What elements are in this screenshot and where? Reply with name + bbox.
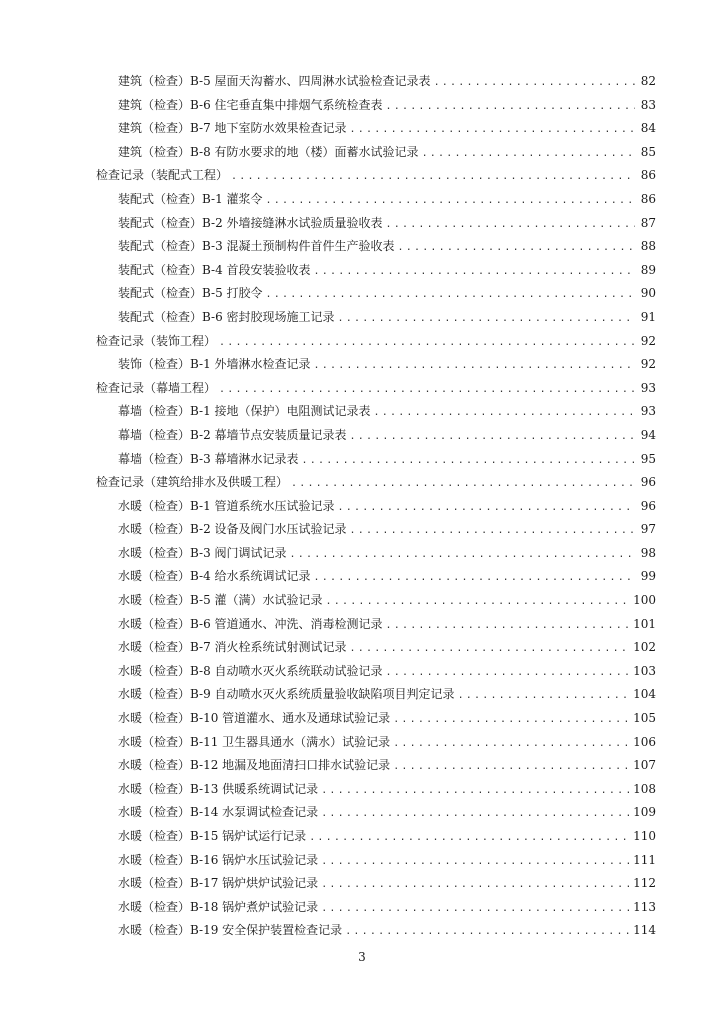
toc-entry-title: 水暖（检查）B-18 锅炉煮炉试验记录 [118, 899, 319, 914]
toc-entry[interactable] [96, 70, 656, 94]
toc-entry[interactable] [96, 754, 656, 778]
toc-leader-dots [393, 732, 630, 756]
toc-entry[interactable] [96, 424, 656, 448]
table-of-contents [96, 70, 656, 943]
toc-entry-page: 104 [633, 687, 656, 702]
toc-entry[interactable] [96, 542, 656, 566]
toc-leader-dots [393, 708, 630, 732]
toc-leader-dots [231, 165, 635, 189]
toc-entry-title: 水暖（检查）B-7 消火栓系统试射测试记录 [118, 640, 347, 655]
toc-entry-title: 水暖（检查）B-3 阀门调试记录 [118, 545, 287, 560]
toc-entry-title: 幕墙（检查）B-1 接地（保护）电阻测试记录表 [118, 404, 371, 419]
toc-entry-title: 水暖（检查）B-16 锅炉水压试验记录 [118, 852, 319, 867]
toc-leader-dots [291, 472, 635, 496]
toc-entry-title: 装饰（检查）B-1 外墙淋水检查记录 [118, 357, 311, 372]
toc-leader-dots [290, 543, 635, 567]
toc-entry[interactable] [96, 141, 656, 165]
toc-entry-page: 112 [633, 876, 656, 891]
toc-entry-title: 检查记录（装饰工程） [96, 333, 217, 348]
toc-entry[interactable] [96, 636, 656, 660]
toc-entry[interactable] [96, 707, 656, 731]
toc-leader-dots [422, 142, 635, 166]
toc-entry-title: 水暖（检查）B-8 自动喷水灭火系统联动试验记录 [118, 663, 383, 678]
toc-entry-title: 水暖（检查）B-10 管道灌水、通水及通球试验记录 [118, 711, 391, 726]
toc-entry-page: 100 [633, 593, 656, 608]
toc-section-entry[interactable] [96, 377, 656, 401]
toc-leader-dots [350, 519, 635, 543]
toc-leader-dots [345, 920, 630, 944]
toc-entry-title: 装配式（检查）B-6 密封胶现场施工记录 [118, 309, 335, 324]
toc-leader-dots [266, 189, 635, 213]
toc-entry-page: 86 [640, 191, 656, 206]
toc-entry-title: 建筑（检查）B-6 住宅垂直集中排烟气系统检查表 [118, 97, 383, 112]
toc-entry-page: 91 [640, 309, 656, 324]
toc-entry-page: 109 [633, 805, 656, 820]
toc-leader-dots [393, 755, 630, 779]
toc-leader-dots [302, 449, 635, 473]
toc-entry-title: 幕墙（检查）B-3 幕墙淋水记录表 [118, 451, 299, 466]
toc-leader-dots [314, 354, 635, 378]
toc-entry-title: 检查记录（装配式工程） [96, 168, 229, 183]
toc-entry[interactable] [96, 778, 656, 802]
toc-entry[interactable] [96, 731, 656, 755]
toc-entry[interactable] [96, 683, 656, 707]
toc-section-entry[interactable] [96, 164, 656, 188]
toc-section-entry[interactable] [96, 471, 656, 495]
toc-entry-title: 检查记录（幕墙工程） [96, 380, 217, 395]
toc-entry-title: 装配式（检查）B-1 灌浆令 [118, 191, 263, 206]
toc-entry[interactable] [96, 801, 656, 825]
toc-leader-dots [321, 873, 630, 897]
toc-entry[interactable] [96, 589, 656, 613]
toc-entry-title: 建筑（检查）B-7 地下室防水效果检查记录 [118, 121, 347, 136]
toc-leader-dots [321, 897, 630, 921]
toc-entry-title: 水暖（检查）B-17 锅炉烘炉试验记录 [118, 876, 319, 891]
toc-entry-title: 检查记录（建筑给排水及供暖工程） [96, 475, 289, 490]
toc-entry[interactable] [96, 495, 656, 519]
toc-leader-dots [326, 590, 631, 614]
toc-entry-page: 89 [640, 262, 656, 277]
toc-entry-page: 101 [633, 616, 656, 631]
toc-entry[interactable] [96, 282, 656, 306]
toc-entry-title: 建筑（检查）B-5 屋面天沟蓄水、四周淋水试验检查记录表 [118, 74, 431, 88]
toc-entry[interactable] [96, 518, 656, 542]
toc-entry-page: 88 [640, 239, 656, 254]
toc-entry-page: 95 [640, 451, 656, 466]
toc-leader-dots [386, 614, 631, 638]
toc-entry-page: 85 [640, 144, 656, 159]
toc-entry-title: 装配式（检查）B-3 混凝土预制构件首件生产验收表 [118, 239, 395, 254]
toc-entry-page: 103 [633, 663, 656, 678]
toc-entry-page: 108 [633, 781, 656, 796]
toc-leader-dots [350, 118, 635, 142]
toc-entry[interactable] [96, 565, 656, 589]
toc-leader-dots [219, 331, 635, 355]
toc-leader-dots [350, 637, 631, 661]
toc-leader-dots [314, 260, 635, 284]
toc-entry-page: 113 [633, 899, 656, 914]
toc-entry-page: 102 [633, 640, 656, 655]
toc-entry-title: 装配式（检查）B-4 首段安装验收表 [118, 262, 311, 277]
toc-entry[interactable] [96, 353, 656, 377]
toc-entry[interactable] [96, 896, 656, 920]
toc-entry[interactable] [96, 872, 656, 896]
toc-entry[interactable] [96, 306, 656, 330]
toc-entry[interactable] [96, 825, 656, 849]
toc-entry-page: 110 [633, 829, 656, 843]
toc-entry-title: 水暖（检查）B-4 给水系统调试记录 [118, 569, 311, 584]
toc-leader-dots [321, 802, 630, 826]
page-number: 3 [358, 950, 366, 964]
toc-leader-dots [309, 826, 630, 850]
toc-entry-page: 114 [633, 923, 656, 938]
toc-leader-dots [338, 496, 635, 520]
toc-entry-title: 水暖（检查）B-6 管道通水、冲洗、消毒检测记录 [118, 616, 383, 631]
toc-entry[interactable] [96, 94, 656, 118]
toc-entry-page: 96 [640, 475, 656, 490]
toc-entry-title: 水暖（检查）B-2 设备及阀门水压试验记录 [118, 522, 347, 537]
toc-entry-title: 水暖（检查）B-19 安全保护装置检查记录 [118, 923, 343, 938]
toc-entry-page: 83 [640, 97, 656, 112]
toc-entry-page: 111 [633, 852, 656, 867]
toc-entry-title: 建筑（检查）B-8 有防水要求的地（楼）面蓄水试验记录 [118, 144, 419, 159]
toc-leader-dots [386, 661, 631, 685]
toc-entry-page: 82 [640, 74, 656, 88]
toc-entry-title: 装配式（检查）B-2 外墙接缝淋水试验质量验收表 [118, 215, 383, 230]
toc-entry[interactable] [96, 660, 656, 684]
toc-entry[interactable] [96, 849, 656, 873]
toc-section-entry[interactable] [96, 330, 656, 354]
toc-leader-dots [314, 566, 635, 590]
toc-entry-page: 99 [640, 569, 656, 584]
toc-entry-title: 幕墙（检查）B-2 幕墙节点安装质量记录表 [118, 427, 347, 442]
toc-entry-title: 水暖（检查）B-5 灌（满）水试验记录 [118, 593, 323, 608]
toc-entry-page: 96 [640, 498, 656, 513]
toc-leader-dots [386, 95, 635, 119]
toc-leader-dots [398, 236, 635, 260]
toc-entry-page: 105 [633, 711, 656, 726]
toc-entry-title: 水暖（检查）B-15 锅炉试运行记录 [118, 829, 307, 843]
toc-entry-title: 水暖（检查）B-9 自动喷水灭火系统质量验收缺陷项目判定记录 [118, 687, 455, 702]
toc-entry-page: 93 [640, 380, 656, 395]
toc-leader-dots [350, 425, 635, 449]
toc-entry-page: 92 [640, 357, 656, 372]
toc-entry-page: 86 [640, 168, 656, 183]
toc-entry-title: 水暖（检查）B-12 地漏及地面清扫口排水试验记录 [118, 758, 391, 773]
toc-entry-page: 106 [633, 734, 656, 749]
toc-leader-dots [374, 401, 635, 425]
toc-entry-title: 水暖（检查）B-13 供暖系统调试记录 [118, 781, 319, 796]
toc-leader-dots [321, 850, 630, 874]
toc-entry[interactable] [96, 188, 656, 212]
toc-entry[interactable] [96, 212, 656, 236]
toc-leader-dots [266, 283, 635, 307]
toc-entry-title: 水暖（检查）B-1 管道系统水压试验记录 [118, 498, 335, 513]
toc-leader-dots [338, 307, 635, 331]
toc-entry-page: 98 [640, 545, 656, 560]
toc-entry-page: 84 [640, 121, 656, 136]
toc-entry[interactable] [96, 400, 656, 424]
toc-entry-page: 107 [633, 758, 656, 773]
toc-entry-page: 90 [640, 286, 656, 301]
toc-entry-title: 装配式（检查）B-5 打胶令 [118, 286, 263, 301]
toc-entry-page: 87 [640, 215, 656, 230]
toc-leader-dots [434, 71, 635, 95]
toc-leader-dots [321, 779, 630, 803]
toc-entry[interactable] [96, 235, 656, 259]
toc-entry-page: 94 [640, 427, 656, 442]
toc-entry[interactable] [96, 259, 656, 283]
toc-leader-dots [219, 378, 635, 402]
toc-entry-page: 97 [640, 522, 656, 537]
toc-leader-dots [458, 684, 631, 708]
toc-entry-page: 93 [640, 404, 656, 419]
toc-entry[interactable] [96, 448, 656, 472]
toc-entry[interactable] [96, 919, 656, 943]
toc-entry[interactable] [96, 613, 656, 637]
toc-leader-dots [386, 213, 635, 237]
toc-entry-title: 水暖（检查）B-11 卫生器具通水（满水）试验记录 [118, 734, 391, 749]
toc-entry-title: 水暖（检查）B-14 水泵调试检查记录 [118, 805, 319, 820]
toc-entry-page: 92 [640, 333, 656, 348]
toc-entry[interactable] [96, 117, 656, 141]
